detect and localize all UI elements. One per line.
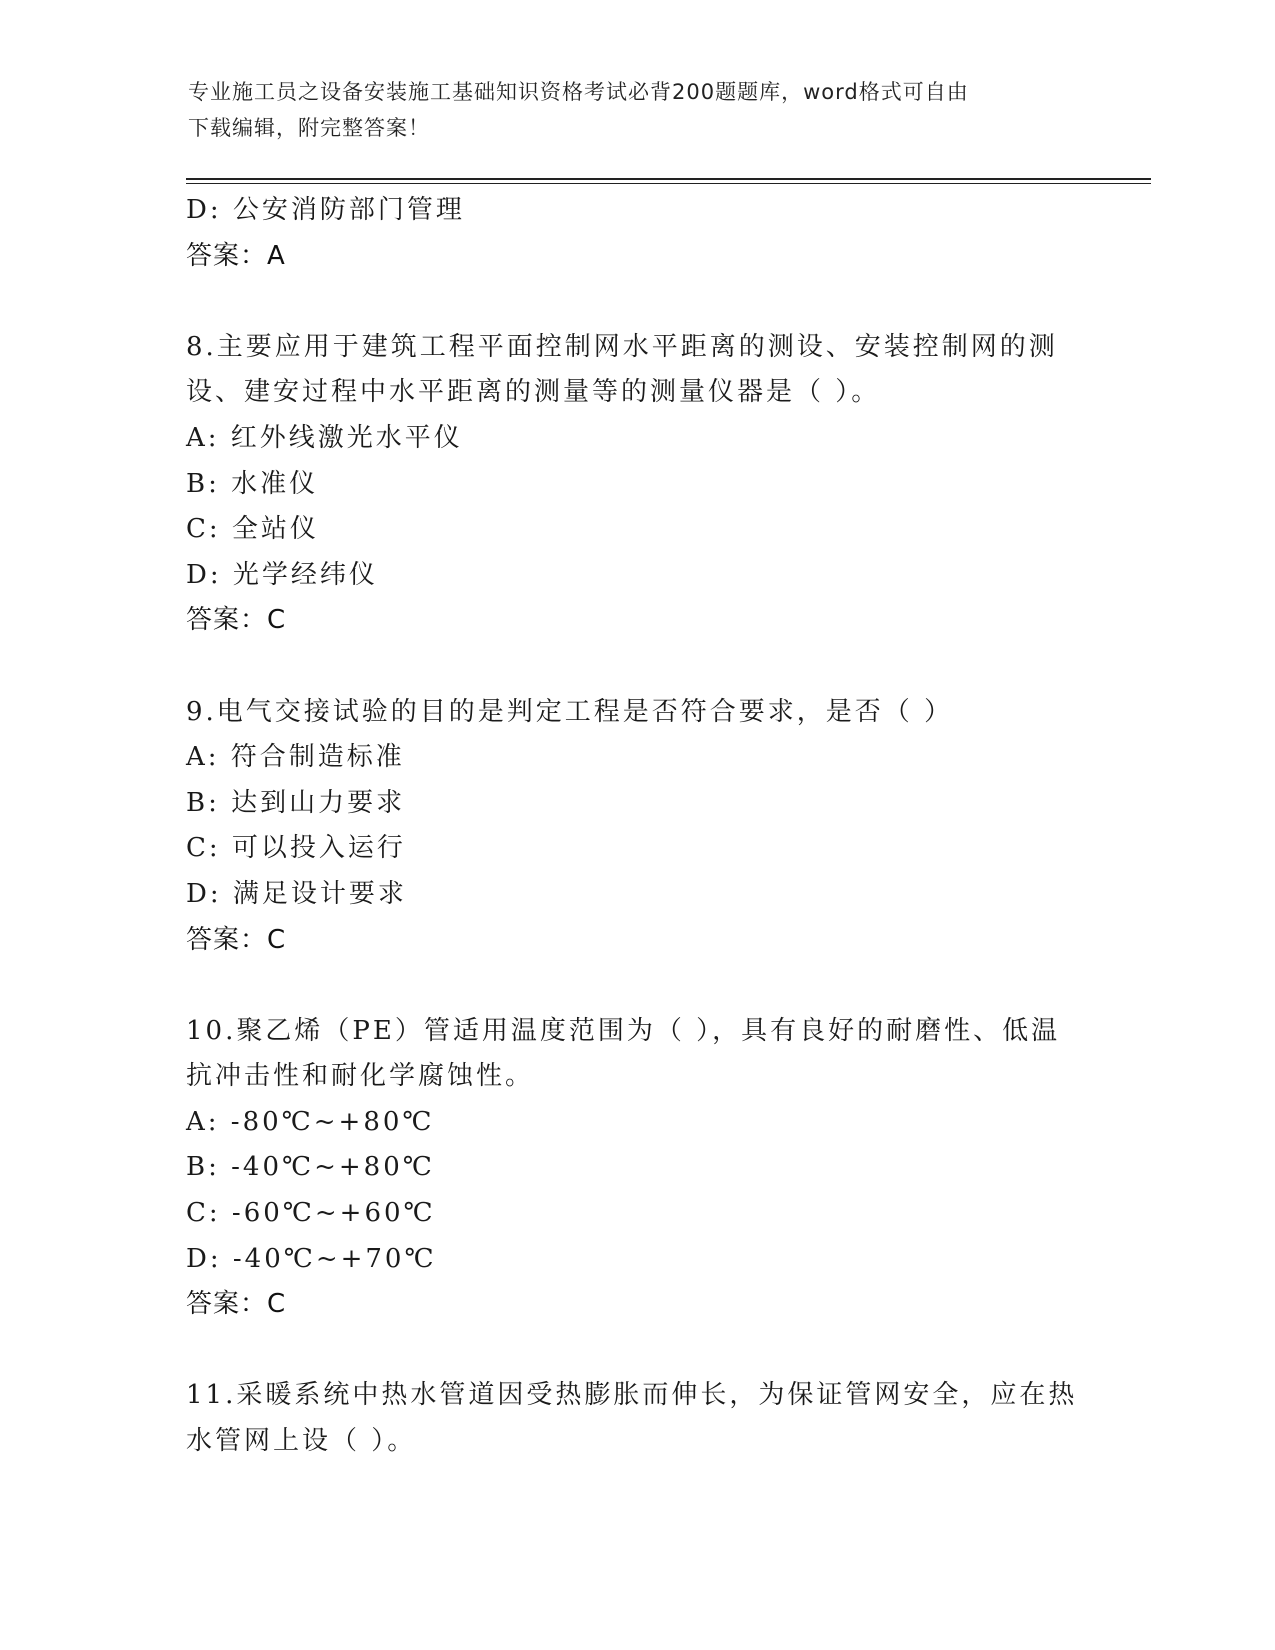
option-a: A: 红外线激光水平仪 <box>186 422 463 453</box>
answer: 答案：C <box>186 605 287 636</box>
question-10 <box>186 1009 1086 1328</box>
answer: 答案：C <box>186 1289 287 1320</box>
option-d: D: -40℃~+70℃ <box>186 1243 437 1274</box>
question-stem-continued: 设、建安过程中水平距离的测量等的测量仪器是（ ）。 <box>186 377 881 408</box>
question-stem: 8.主要应用于建筑工程平面控制网水平距离的测设、安装控制网的测 <box>186 331 1058 362</box>
option-a: A: 符合制造标准 <box>186 742 405 773</box>
spacer <box>186 1328 1086 1374</box>
option-c: C: -60℃~+60℃ <box>186 1198 436 1229</box>
option-b: B: -40℃~+80℃ <box>186 1152 435 1183</box>
header-rule-thick <box>186 178 1151 180</box>
document-header <box>188 74 1088 146</box>
question-stem: 11.采暖系统中热水管道因受热膨胀而伸长，为保证管网安全，应在热 <box>186 1380 1078 1411</box>
spacer <box>186 279 1086 325</box>
option-d: D: 光学经纬仪 <box>186 559 378 590</box>
header-line-1: 专业施工员之设备安装施工基础知识资格考试必背200题题库，word格式可自由 <box>188 80 969 104</box>
answer: 答案：C <box>186 924 287 955</box>
option-d-carryover: D: 公安消防部门管理 <box>186 195 465 225</box>
question-stem-continued: 抗冲击性和耐化学腐蚀性。 <box>186 1061 535 1092</box>
answer-carryover: 答案：A <box>186 240 286 271</box>
question-9 <box>186 690 1086 964</box>
spacer <box>186 963 1086 1009</box>
option-b: B: 达到山力要求 <box>186 787 406 818</box>
option-c: C: 可以投入运行 <box>186 833 406 864</box>
question-stem-continued: 水管网上设（ ）。 <box>186 1426 417 1457</box>
header-rule-thin <box>186 183 1151 184</box>
question-8 <box>186 325 1086 644</box>
option-a: A: -80℃~+80℃ <box>186 1106 435 1137</box>
option-c: C: 全站仪 <box>186 514 319 545</box>
header-line-2: 下载编辑，附完整答案！ <box>188 116 430 140</box>
question-stem: 10.聚乙烯（PE）管适用温度范围为（ ），具有良好的耐磨性、低温 <box>186 1015 1061 1046</box>
spacer <box>186 644 1086 690</box>
question-content <box>186 188 1086 1465</box>
question-11 <box>186 1373 1086 1464</box>
question-stem: 9.电气交接试验的目的是判定工程是否符合要求，是否（ ） <box>186 696 954 727</box>
option-b: B: 水准仪 <box>186 468 319 499</box>
option-d: D: 满足设计要求 <box>186 878 407 909</box>
